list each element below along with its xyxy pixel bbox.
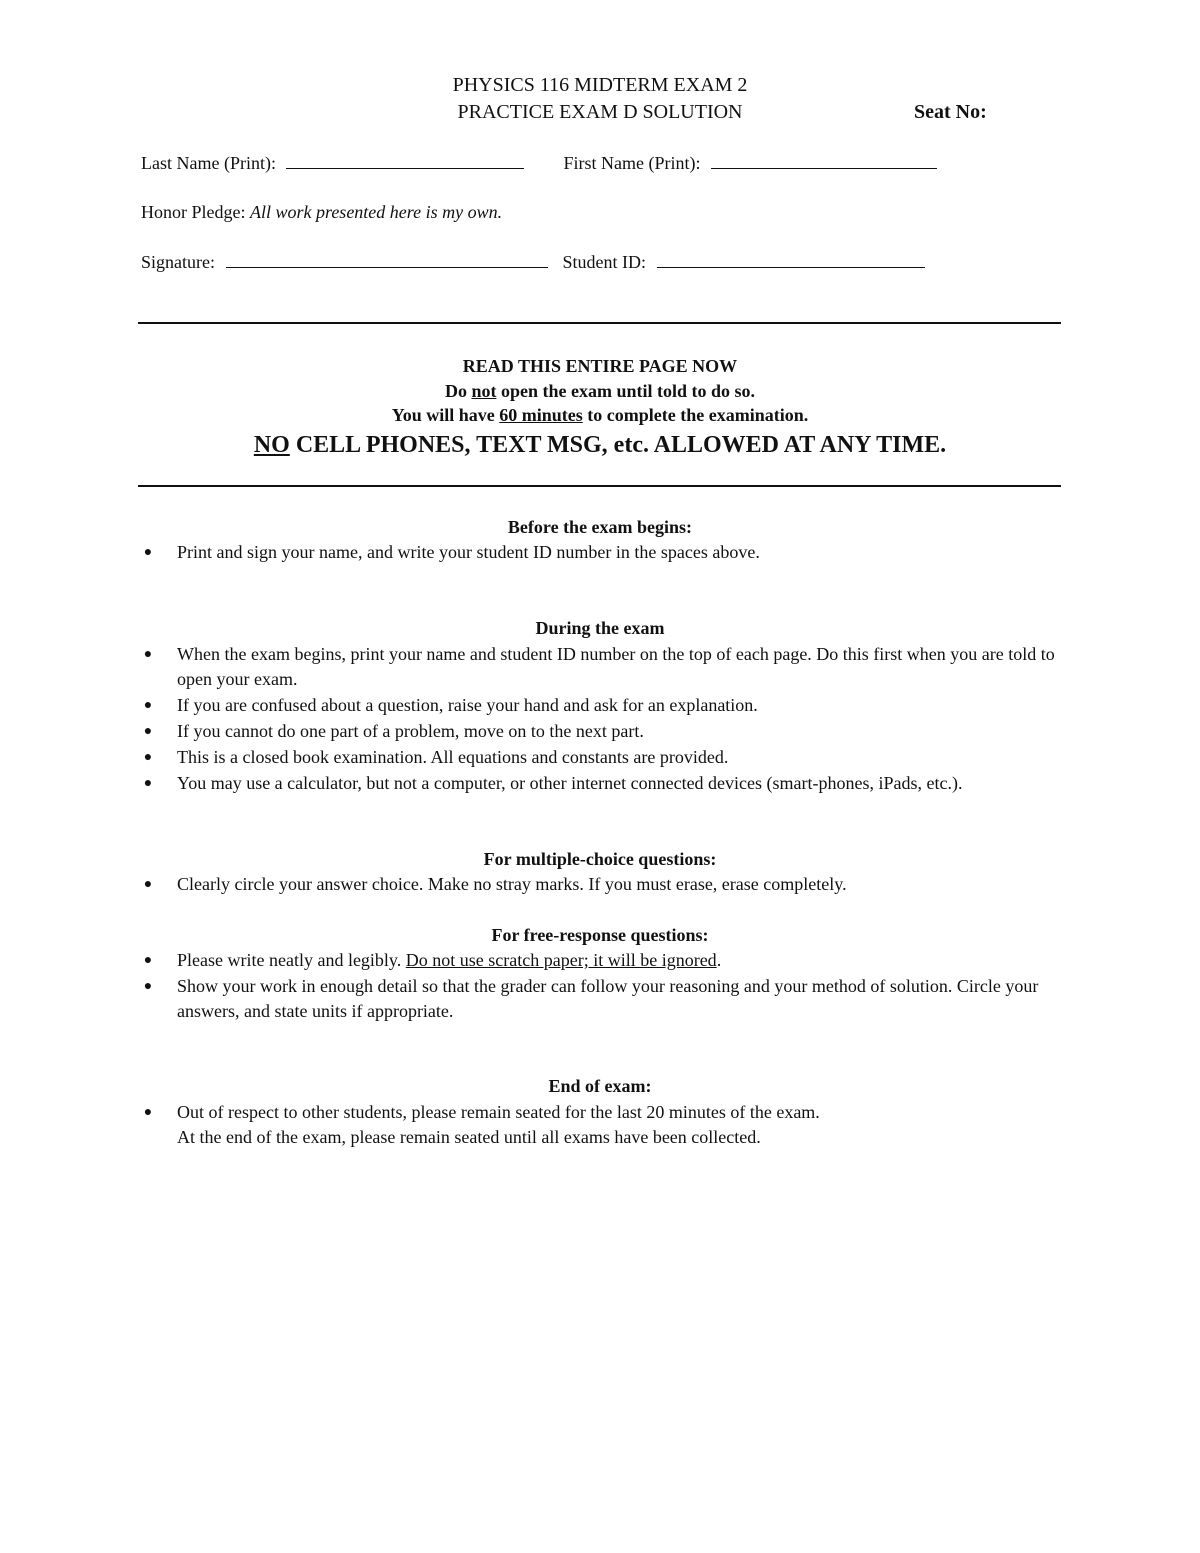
list-item: ● If you are confused about a question, raise your hand and ask for an explanation. xyxy=(141,693,1061,718)
bullet-icon: ● xyxy=(143,724,153,739)
divider-top xyxy=(138,322,1061,324)
bullet-icon: ● xyxy=(143,750,153,765)
list-item: ● You may use a calculator, but not a computer, or other internet connected devices (smart-phones, iPads, etc.). xyxy=(141,771,1061,796)
multiple-choice-heading: For multiple-choice questions: xyxy=(483,849,717,869)
before-exam-heading: Before the exam begins: xyxy=(507,517,693,537)
free-response-heading: For free-response questions: xyxy=(491,925,709,945)
student-id-field[interactable] xyxy=(657,251,925,268)
last-name-label: Last Name (Print): xyxy=(141,153,276,173)
honor-pledge-text: All work presented here is my own. xyxy=(249,202,503,222)
bullet-icon: ● xyxy=(143,979,153,994)
bullet-icon: ● xyxy=(143,877,153,892)
multiple-choice-list xyxy=(141,872,1061,898)
honor-pledge-label: Honor Pledge: xyxy=(141,202,246,222)
time-limit-notice: You will have 60 minutes to complete the examination. xyxy=(391,405,809,425)
list-item: ● When the exam begins, print your name and student ID number on the top of each page. Do this first when you are told to open your exam. xyxy=(141,642,1061,692)
student-id-label: Student ID: xyxy=(562,252,646,272)
last-name-field[interactable] xyxy=(286,152,524,169)
list-item: ● Out of respect to other students, please remain seated for the last 20 minutes of the exam. At the end of the exam, please remain seated until all exams have been collected. xyxy=(141,1100,1061,1150)
during-exam-heading: During the exam xyxy=(535,618,665,638)
list-item: ● This is a closed book examination. All equations and constants are provided. xyxy=(141,745,1061,770)
list-item: ● Print and sign your name, and write your student ID number in the spaces above. xyxy=(141,540,1061,565)
free-response-list xyxy=(141,948,1061,1025)
before-exam-list xyxy=(141,540,1061,566)
bullet-icon: ● xyxy=(143,1105,153,1120)
signature-field[interactable] xyxy=(226,251,548,268)
do-not-open-notice: Do not open the exam until told to do so. xyxy=(444,381,756,401)
bullet-icon: ● xyxy=(143,545,153,560)
list-item: ● Show your work in enough detail so that the grader can follow your reasoning and your method of solution. Circle your answers, and state units if appropriate. xyxy=(141,974,1061,1024)
bullet-icon: ● xyxy=(143,647,153,662)
seat-number-label: Seat No: xyxy=(914,101,987,123)
name-row xyxy=(141,152,937,174)
read-notice: READ THIS ENTIRE PAGE NOW xyxy=(462,356,738,376)
end-exam-heading: End of exam: xyxy=(548,1076,652,1096)
list-item: ● Please write neatly and legibly. Do not use scratch paper; it will be ignored. xyxy=(141,948,1061,973)
no-phones-notice: NO CELL PHONES, TEXT MSG, etc. ALLOWED AT ANY TIME. xyxy=(253,432,947,458)
exam-subtitle: PRACTICE EXAM D SOLUTION xyxy=(457,101,743,123)
end-exam-list xyxy=(141,1100,1061,1151)
bullet-icon: ● xyxy=(143,953,153,968)
first-name-label: First Name (Print): xyxy=(563,153,701,173)
list-item: ● If you cannot do one part of a problem, move on to the next part. xyxy=(141,719,1061,744)
bullet-icon: ● xyxy=(143,776,153,791)
bullet-icon: ● xyxy=(143,698,153,713)
first-name-field[interactable] xyxy=(711,152,937,169)
exam-title: PHYSICS 116 MIDTERM EXAM 2 xyxy=(452,74,748,96)
signature-row xyxy=(141,251,925,273)
list-item: ● Clearly circle your answer choice. Make no stray marks. If you must erase, erase completely. xyxy=(141,872,1061,897)
during-exam-list xyxy=(141,642,1061,797)
honor-pledge-row xyxy=(141,201,502,223)
signature-label: Signature: xyxy=(141,252,215,272)
divider-bottom xyxy=(138,485,1061,487)
